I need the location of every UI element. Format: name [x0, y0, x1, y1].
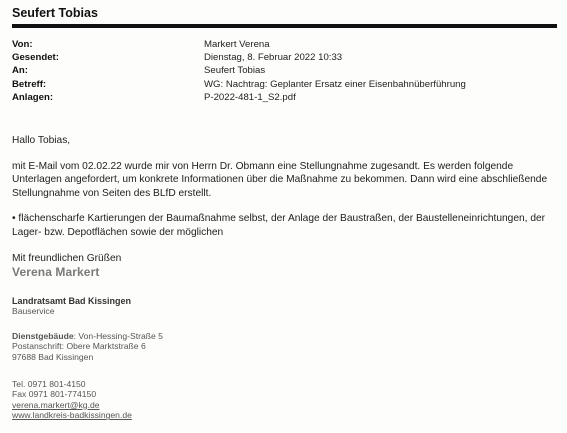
- header-label: Anlagen:: [12, 91, 54, 103]
- office-address: [12, 331, 163, 341]
- header-label: Betreff:: [12, 78, 47, 90]
- title-divider: [12, 24, 557, 28]
- mailbox-owner-title: Seufert Tobias: [12, 6, 98, 20]
- header-row-sent: [12, 51, 557, 64]
- attachment-filename: P-2022-481-1_S2.pdf: [204, 91, 296, 103]
- fax-number: Fax 0971 801-774150: [12, 389, 97, 400]
- office-label: Dienstgebäude: [12, 331, 74, 341]
- organization-name: Landratsamt Bad Kissingen: [12, 296, 132, 306]
- header-value: Dienstag, 8. Februar 2022 10:33: [204, 52, 343, 64]
- greeting: Hallo Tobias,: [12, 135, 71, 146]
- header-value: Markert Verena: [204, 39, 270, 50]
- header-label: Gesendet:: [12, 52, 59, 64]
- header-row-to: [12, 64, 557, 77]
- website-link[interactable]: www.landkreis-badkissingen.de: [12, 410, 132, 421]
- signature-name: Verena Markert: [12, 265, 100, 279]
- header-row-from: [12, 38, 557, 51]
- signature-contact: [12, 379, 132, 421]
- header-value: Seufert Tobias: [204, 65, 266, 77]
- body-paragraph: mit E-Mail vom 02.02.22 wurde mir von Herrn Dr. Obmann eine Stellungnahme zugesandt. Es werden folgende Unterlagen angefordert, um konkrete Informationen über die Maßnahme zu bekommen. Dann wird eine abschließende Stellungnahme von Seiten des BLfD erstellt.: [12, 160, 548, 199]
- phone-number: Tel. 0971 801-4150: [12, 379, 86, 389]
- header-value: WG: Nachtrag: Geplanter Ersatz einer Eisenbahnüberführung: [204, 78, 466, 90]
- signature-organization: [12, 296, 131, 317]
- department-name: Bauservice: [12, 306, 55, 317]
- signature-address: [12, 331, 163, 362]
- header-label: Von:: [12, 39, 33, 50]
- email-link[interactable]: verena.markert@kg.de: [12, 399, 100, 410]
- header-row-attachments: [12, 91, 557, 104]
- bullet-item: • flächenscharfe Kartierungen der Baumaßnahme selbst, der Anlage der Baustraßen, der Baustelleneinrichtungen, der Lager- bzw. Depotflächen sowie der möglichen: [12, 213, 546, 238]
- header-label: An:: [12, 65, 28, 77]
- city-line: 97688 Bad Kissingen: [12, 351, 94, 362]
- email-body: [12, 134, 557, 265]
- email-header-block: [12, 38, 557, 104]
- postal-address: Postanschrift: Obere Marktstraße 6: [12, 341, 146, 352]
- closing-phrase: Mit freundlichen Grüßen: [12, 252, 122, 264]
- header-row-subject: [12, 78, 557, 91]
- office-value: : Von-Hessing-Straße 5: [73, 331, 163, 341]
